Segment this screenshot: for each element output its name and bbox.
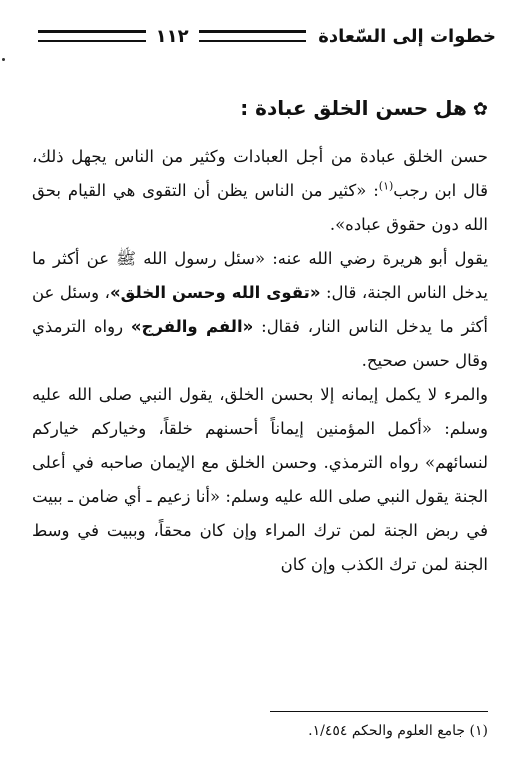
footnote-rule	[270, 711, 488, 712]
text-run: رواه الترمذي وقال حسن صحيح.	[32, 317, 488, 370]
header-rule-right	[199, 30, 307, 42]
footnote: (١) جامع العلوم والحكم ١/٤٥٤.	[308, 723, 488, 739]
text-run: حسن الخلق عبادة من أجل العبادات وكثير من الناس يجهل ذلك، قال ابن رجب	[32, 147, 489, 200]
book-title: خطوات إلى السّعادة	[318, 25, 496, 47]
body-text	[32, 140, 488, 582]
margin-dot	[2, 58, 5, 61]
section-heading	[30, 96, 488, 120]
emphasized-quote: «الفم والفرج»	[130, 317, 254, 336]
flower-ornament-icon: ✿	[472, 99, 488, 120]
section-heading-text: هل حسن الخلق عبادة :	[240, 96, 467, 120]
text-run: والمرء لا يكمل إيمانه إلا بحسن الخلق، يقول النبي صلى الله عليه وسلم: «أكمل المؤمنين إيماناً أحسنهم خلقاً، وخياركم خياركم لنسائهم» رواه الترمذي. وحسن الخلق مع الإيمان صاحبه في أعلى الجنة يقول النبي صلى الله عليه وسلم: «أنا زعيم ـ أي ضامن ـ ببيت في ربض الجنة لمن ترك المراء وإن كان محقاً، وببيت في وسط الجنة لمن ترك الكذب وإن كان	[32, 385, 488, 574]
emphasized-quote: «تقوى الله وحسن الخلق»	[109, 283, 321, 302]
page-number: ١١٢	[155, 25, 189, 47]
header-rule-left	[38, 30, 146, 42]
text-run: يقول أبو هريرة رضي الله عنه: «سئل رسول الله ﷺ عن أكثر ما يدخل الناس الجنة، قال:	[32, 249, 488, 302]
text-run: : «كثير من الناس يظن أن التقوى هي القيام بحق الله دون حقوق عباده».	[32, 181, 488, 234]
running-header	[34, 18, 496, 54]
paragraph	[32, 242, 488, 378]
paragraph	[32, 378, 488, 582]
paragraph	[32, 140, 488, 242]
text-run: ، وسئل عن أكثر ما يدخل الناس النار، فقال:	[32, 283, 488, 336]
footnote-ref: (١)	[378, 179, 394, 193]
